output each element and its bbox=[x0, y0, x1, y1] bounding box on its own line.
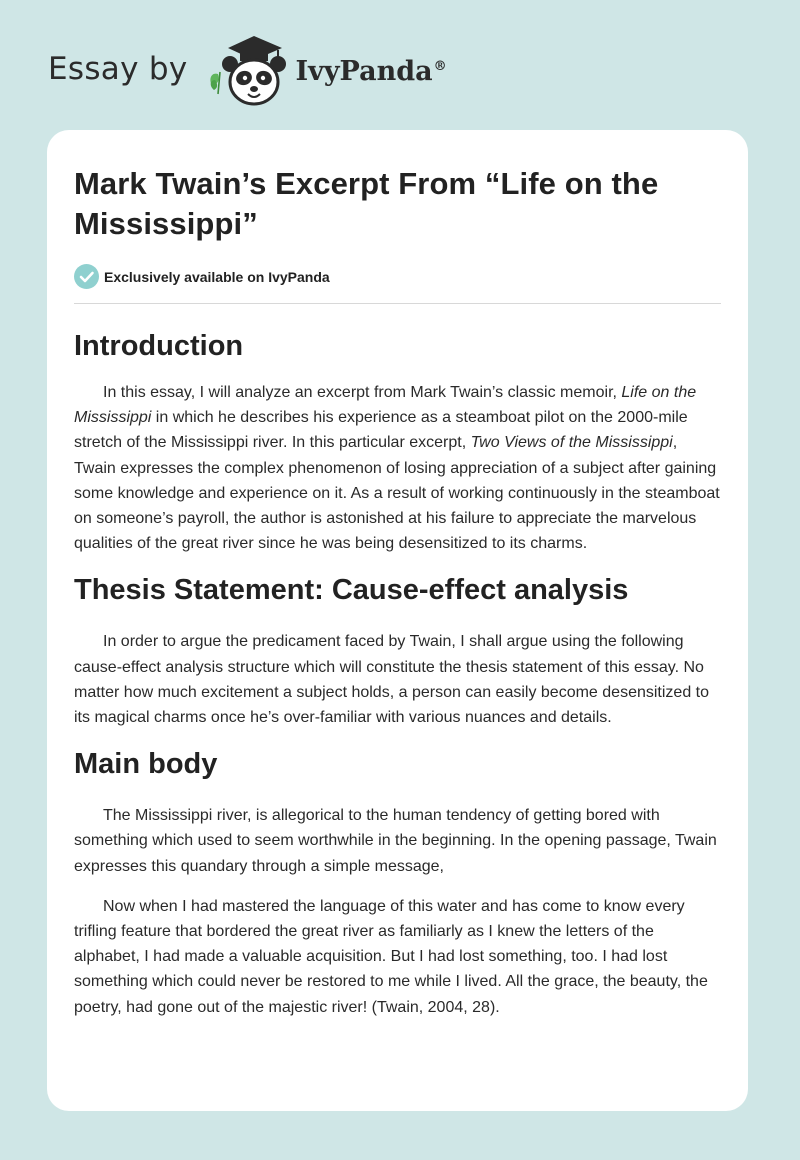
introduction-paragraph: In this essay, I will analyze an excerpt from Mark Twain’s classic memoir, Life on the Mississippi in which he describes his experience as a steamboat pilot on the 2000-mile stretch of the Mississippi river. In this particular excerpt, Two Views of the Mississippi, Twain expresses the complex phenomenon of losing appreciation of a subject after gaining some knowledge and experience on it. As a result of working continuously in the steamboat on someone’s payroll, the author is astonished at his failure to appreciate the marvelous qualities of the great river since he was being desensitized to its charms. bbox=[74, 384, 720, 553]
check-circle-icon bbox=[74, 264, 99, 289]
section-heading-main-body: Main body bbox=[74, 748, 218, 781]
book-title-italic: Life on the Mississippi bbox=[74, 384, 697, 427]
site-header bbox=[48, 34, 447, 110]
essay-by-label: Essay by bbox=[48, 51, 188, 87]
thesis-paragraph: In order to argue the predicament faced by Twain, I shall argue using the following cause-effect analysis structure which will constitute the thesis statement of this essay. No matter how much excitement a subject holds, a person can easily become desensitized to its magical charms once he’s over-familiar with various nuances and details. bbox=[74, 633, 709, 727]
main-body-paragraph-1: The Mississippi river, is allegorical to the human tendency of getting bored with something which used to seem worthwhile in the beginning. In the opening passage, Twain expresses this quandary through a simple message, bbox=[74, 807, 717, 875]
essay-title: Mark Twain’s Excerpt From “Life on the Mississippi” bbox=[74, 166, 659, 241]
availability-badge bbox=[74, 264, 721, 304]
excerpt-title-italic: Two Views of the Mississippi bbox=[470, 434, 673, 452]
section-heading-thesis: Thesis Statement: Cause-effect analysis bbox=[74, 574, 629, 607]
registered-mark: ® bbox=[433, 58, 447, 74]
main-body-paragraph-2: Now when I had mastered the language of this water and has come to know every trifling feature that bordered the great river as familiarly as I knew the letters of the alphabet, I had made a valuable acquisition. But I had lost something, too. I had lost something which could never be restored to me while I lived. All the grace, the beauty, the poetry, had gone out of the majestic river! (Twain, 2004, 28). bbox=[74, 897, 708, 1016]
panda-graduate-icon[interactable] bbox=[206, 34, 292, 110]
section-heading-introduction: Introduction bbox=[74, 330, 244, 362]
badge-text: Exclusively available on IvyPanda bbox=[104, 268, 330, 285]
brand-name[interactable]: IvyPanda® bbox=[295, 55, 447, 87]
essay-card bbox=[47, 130, 748, 1111]
